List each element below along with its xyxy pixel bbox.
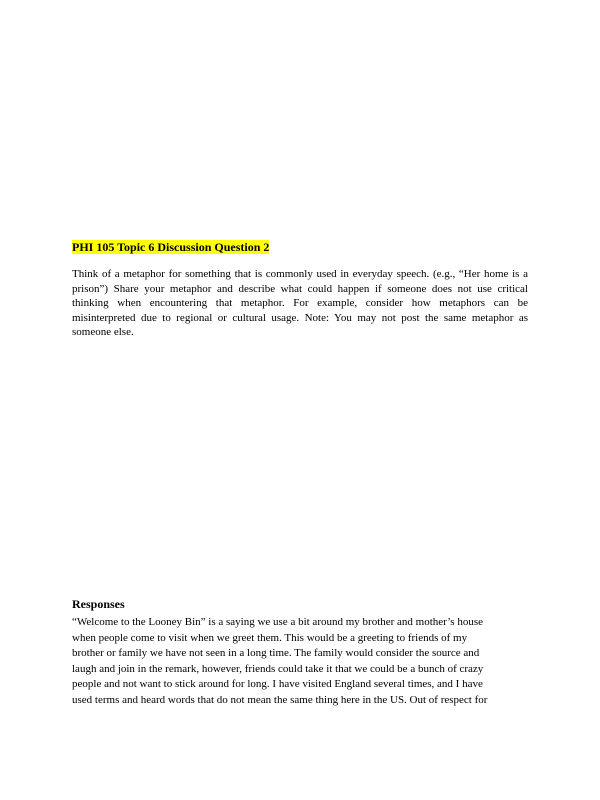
response-line: when people come to visit when we greet them. This would be a greeting to friends of my	[72, 631, 468, 644]
response-line: “Welcome to the Looney Bin” is a saying we use a bit around my brother and mother’s house	[72, 616, 484, 628]
response-line: used terms and heard words that do not mean the same thing here in the US. Out of respect for	[72, 693, 488, 706]
response-line: people and not want to stick around for long. I have visited England several times, and I have	[72, 678, 483, 690]
response-paragraph	[72, 615, 532, 708]
discussion-question-text: Think of a metaphor for something that is commonly used in everyday speech. (e.g., “Her home is a prison”) Share your metaphor and describe what could happen if someone does not use critical thinking when encountering that metaphor. For example, consider how metaphors can be misinterpreted due to regional or cultural usage. Note: You may not post the same metaphor as someone else.	[72, 268, 528, 338]
document-title	[72, 240, 269, 254]
response-line: brother or family we have not seen in a long time. The family would consider the source and	[72, 647, 480, 659]
highlighted-title-text: PHI 105 Topic 6 Discussion Question 2	[72, 240, 270, 254]
responses-heading: Responses	[72, 597, 125, 611]
response-line: laugh and join in the remark, however, friends could take it that we could be a bunch of crazy	[72, 662, 484, 675]
